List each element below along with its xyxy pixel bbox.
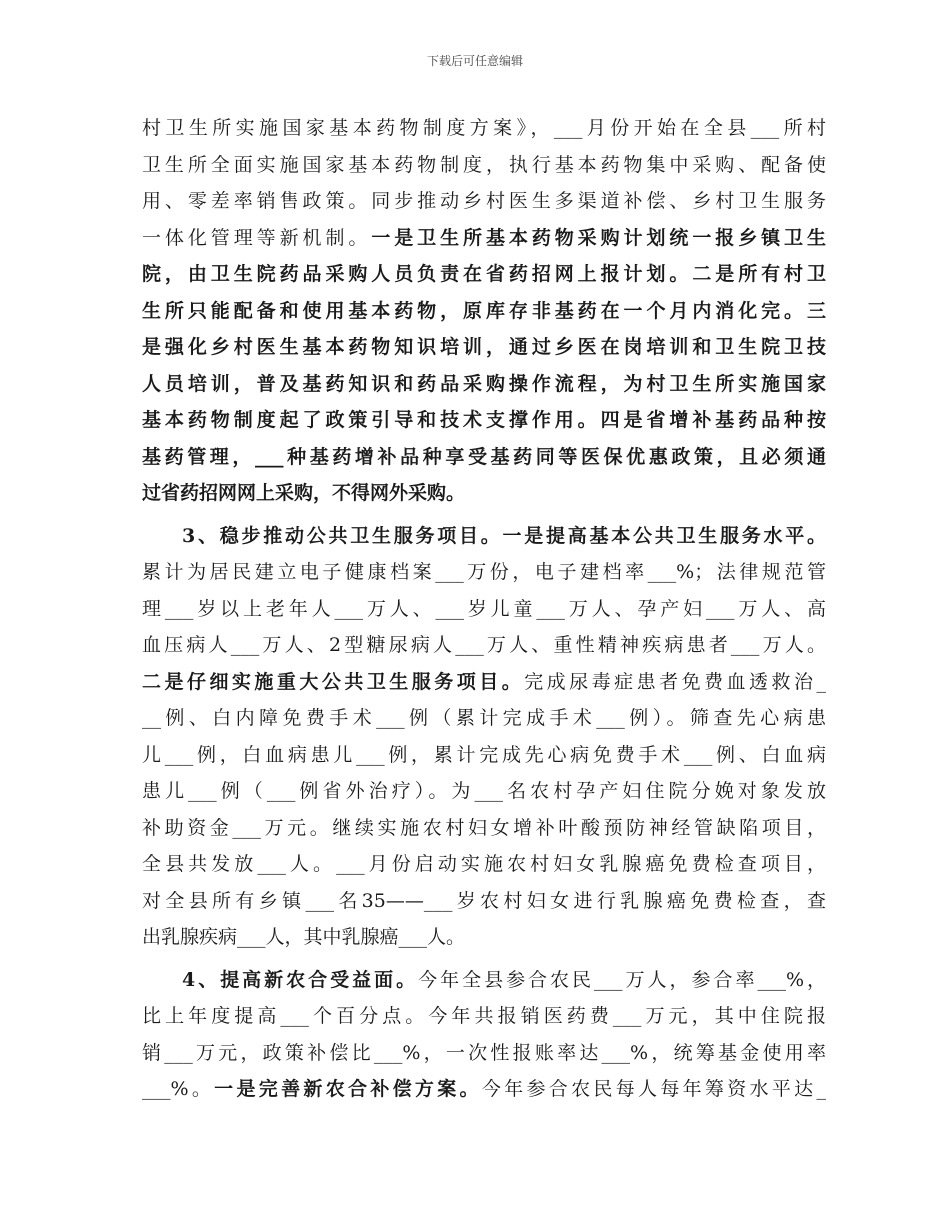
bold-text-span: 二是仔细实施重大公共卫生服务项目。 bbox=[142, 670, 525, 693]
text-line: 比上年度提高___个百分点。今年共报销医药费___万元，其中住院报 bbox=[142, 1005, 826, 1027]
text-line bbox=[142, 664, 826, 701]
text-line: __例、白内障免费手术___例（累计完成手术___例）。筛查先心病患 bbox=[142, 707, 826, 729]
text-line bbox=[142, 962, 826, 999]
text-line: 儿___例，白血病患儿___例，累计完成先心病免费手术___例、白血病 bbox=[142, 743, 826, 766]
bold-text-span: 一是卫生所基本药物采购计划统一报乡镇卫生 bbox=[371, 226, 826, 249]
text-line: 人员培训，普及基药知识和药品采购操作流程，为村卫生所实施国家 bbox=[142, 372, 826, 395]
text-line: 销___万元，政策补偿比___%，一次性报账率达___%，统筹基金使用率 bbox=[142, 1041, 826, 1064]
text-span: 今年全县参合农民___万人，参合率___%， bbox=[418, 968, 826, 991]
text-line bbox=[142, 1071, 826, 1108]
text-line: 院，由卫生院药品采购人员负责在省药招网上报计划。二是所有村卫 bbox=[142, 263, 826, 285]
text-line: 患儿___例（___例省外治疗）。为___名农村孕产妇住院分娩对象发放 bbox=[142, 780, 826, 802]
text-span: 今年参合农民每人每年筹资水平达_ bbox=[481, 1078, 826, 1100]
page-header: 下载后可任意编辑 bbox=[426, 54, 523, 68]
text-line: 对全县所有乡镇___名35——___岁农村妇女进行乳腺癌免费检查，查 bbox=[142, 889, 826, 912]
text-line: 用、零差率销售政策。同步推动乡村医生多渠道补偿、乡村卫生服务 bbox=[142, 190, 826, 212]
text-line: 血压病人___万人、2型糖尿病人___万人、重性精神疾病患者___万人。 bbox=[142, 634, 826, 656]
text-line: 补助资金___万元。继续实施农村妇女增补叶酸预防神经管缺陷项目， bbox=[142, 816, 826, 839]
text-span: 一体化管理等新机制。 bbox=[142, 226, 372, 249]
text-line: 基本药物制度起了政策引导和技术支撑作用。四是省增补基药品种按 bbox=[142, 409, 826, 431]
document-body bbox=[142, 110, 826, 1108]
text-line: 是强化乡村医生基本药物知识培训，通过乡医在岗培训和卫生院卫技 bbox=[142, 336, 826, 358]
bold-text-span: 4、提高新农合受益面。 bbox=[182, 968, 419, 991]
bold-text-span: 一是完善新农合补偿方案。 bbox=[214, 1078, 482, 1100]
text-line: 3、稳步推动公共卫生服务项目。一是提高基本公共卫生服务水平。 bbox=[182, 524, 826, 547]
text-line bbox=[142, 220, 826, 257]
paragraph bbox=[142, 962, 826, 1108]
paragraph bbox=[142, 110, 826, 512]
text-line: 卫生所全面实施国家基本药物制度，执行基本药物集中采购、配备使 bbox=[142, 153, 826, 176]
text-line: 生所只能配备和使用基本药物，原库存非基药在一个月内消化完。三 bbox=[142, 299, 826, 322]
text-line: 理___岁以上老年人___万人、___岁儿童___万人、孕产妇___万人、高 bbox=[142, 597, 826, 620]
text-line: 村卫生所实施国家基本药物制度方案》，___月份开始在全县___所村 bbox=[142, 117, 826, 139]
text-line: 出乳腺疾病___人，其中乳腺癌___人。 bbox=[142, 926, 466, 948]
text-line: 全县共发放___人。___月份启动实施农村妇女乳腺癌免费检查项目， bbox=[142, 853, 826, 875]
paragraph bbox=[142, 518, 826, 956]
text-line: 累计为居民建立电子健康档案___万份，电子建档率___%；法律规范管 bbox=[142, 561, 826, 583]
text-span: 完成尿毒症患者免费血透救治_ bbox=[524, 670, 826, 693]
text-span: ___%。 bbox=[142, 1078, 215, 1100]
text-line: 过省药招网网上采购，不得网外采购。 bbox=[142, 482, 466, 504]
text-line: 基药管理，___种基药增补品种享受基药同等医保优惠政策，且必须通 bbox=[142, 445, 826, 468]
